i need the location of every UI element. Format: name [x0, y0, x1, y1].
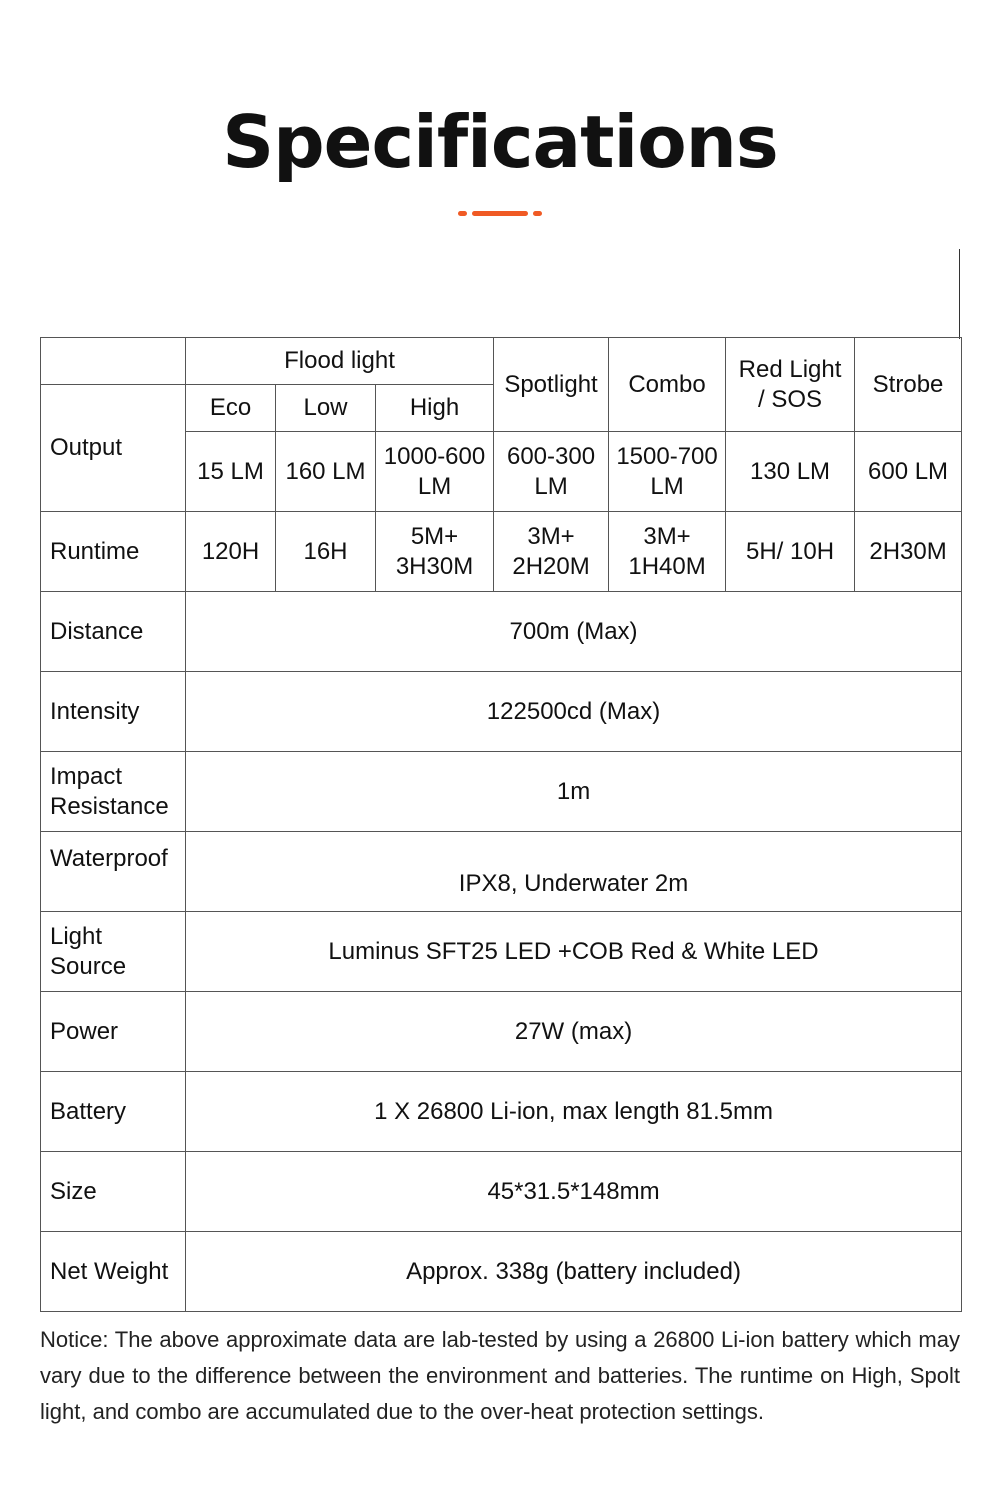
header-combo: Combo — [609, 338, 726, 432]
spec-row-battery — [41, 1072, 962, 1152]
header-row-1 — [41, 338, 962, 385]
spec-value-size: 45*31.5*148mm — [186, 1152, 962, 1232]
header-empty-cell — [41, 338, 186, 385]
output-low: 160 LM — [276, 432, 376, 512]
header-flood-light: Flood light — [186, 338, 494, 385]
runtime-high: 5M+ 3H30M — [376, 512, 494, 592]
decorative-vertical-line — [959, 249, 960, 339]
output-combo: 1500-700 LM — [609, 432, 726, 512]
output-red-light-sos: 130 LM — [726, 432, 855, 512]
title-accent-bar — [472, 211, 528, 216]
header-high: High — [376, 385, 494, 432]
header-red-light-sos: Red Light / SOS — [726, 338, 855, 432]
runtime-combo: 3M+ 1H40M — [609, 512, 726, 592]
spec-label-waterproof: Waterproof — [41, 832, 186, 912]
runtime-red-light-sos: 5H/ 10H — [726, 512, 855, 592]
title-accent-dot-right — [533, 211, 542, 216]
spec-row-power — [41, 992, 962, 1072]
spec-row-distance — [41, 592, 962, 672]
spec-label-battery: Battery — [41, 1072, 186, 1152]
spec-value-battery: 1 X 26800 Li-ion, max length 81.5mm — [186, 1072, 962, 1152]
title-accent-dot-left — [458, 211, 467, 216]
notice-text: Notice: The above approximate data are lab-tested by using a 26800 Li-ion battery which may vary due to the difference between the environment and batteries. The runtime on High, Spolt light, and combo are accumulated due to the over-heat protection settings. — [40, 1327, 960, 1424]
spec-value-net-weight: Approx. 338g (battery included) — [186, 1232, 962, 1312]
header-low: Low — [276, 385, 376, 432]
spec-row-size — [41, 1152, 962, 1232]
spec-row-waterproof — [41, 832, 962, 912]
spec-value-intensity: 122500cd (Max) — [186, 672, 962, 752]
spec-label-net-weight: Net Weight — [41, 1232, 186, 1312]
runtime-low: 16H — [276, 512, 376, 592]
spec-value-distance: 700m (Max) — [186, 592, 962, 672]
spec-value-power: 27W (max) — [186, 992, 962, 1072]
specifications-table — [40, 337, 962, 1312]
output-label: Output — [41, 385, 186, 512]
output-strobe: 600 LM — [855, 432, 962, 512]
spec-value-light-source: Luminus SFT25 LED +COB Red & White LED — [186, 912, 962, 992]
runtime-row — [41, 512, 962, 592]
spec-label-size: Size — [41, 1152, 186, 1232]
spec-label-impact-resistance: Impact Resistance — [41, 752, 186, 832]
spec-row-light-source — [41, 912, 962, 992]
page-title: Specifications — [222, 100, 778, 184]
spec-row-impact-resistance — [41, 752, 962, 832]
runtime-strobe: 2H30M — [855, 512, 962, 592]
output-spotlight: 600-300 LM — [494, 432, 609, 512]
spec-value-waterproof: IPX8, Underwater 2m — [186, 832, 962, 912]
spec-value-impact-resistance: 1m — [186, 752, 962, 832]
spec-label-intensity: Intensity — [41, 672, 186, 752]
spec-label-distance: Distance — [41, 592, 186, 672]
header-strobe: Strobe — [855, 338, 962, 432]
spec-row-net-weight — [41, 1232, 962, 1312]
header-spotlight: Spotlight — [494, 338, 609, 432]
output-eco: 15 LM — [186, 432, 276, 512]
runtime-spotlight: 3M+ 2H20M — [494, 512, 609, 592]
spec-row-intensity — [41, 672, 962, 752]
output-high: 1000-600 LM — [376, 432, 494, 512]
spec-label-power: Power — [41, 992, 186, 1072]
runtime-eco: 120H — [186, 512, 276, 592]
spec-label-light-source: Light Source — [41, 912, 186, 992]
header-eco: Eco — [186, 385, 276, 432]
runtime-label: Runtime — [41, 512, 186, 592]
